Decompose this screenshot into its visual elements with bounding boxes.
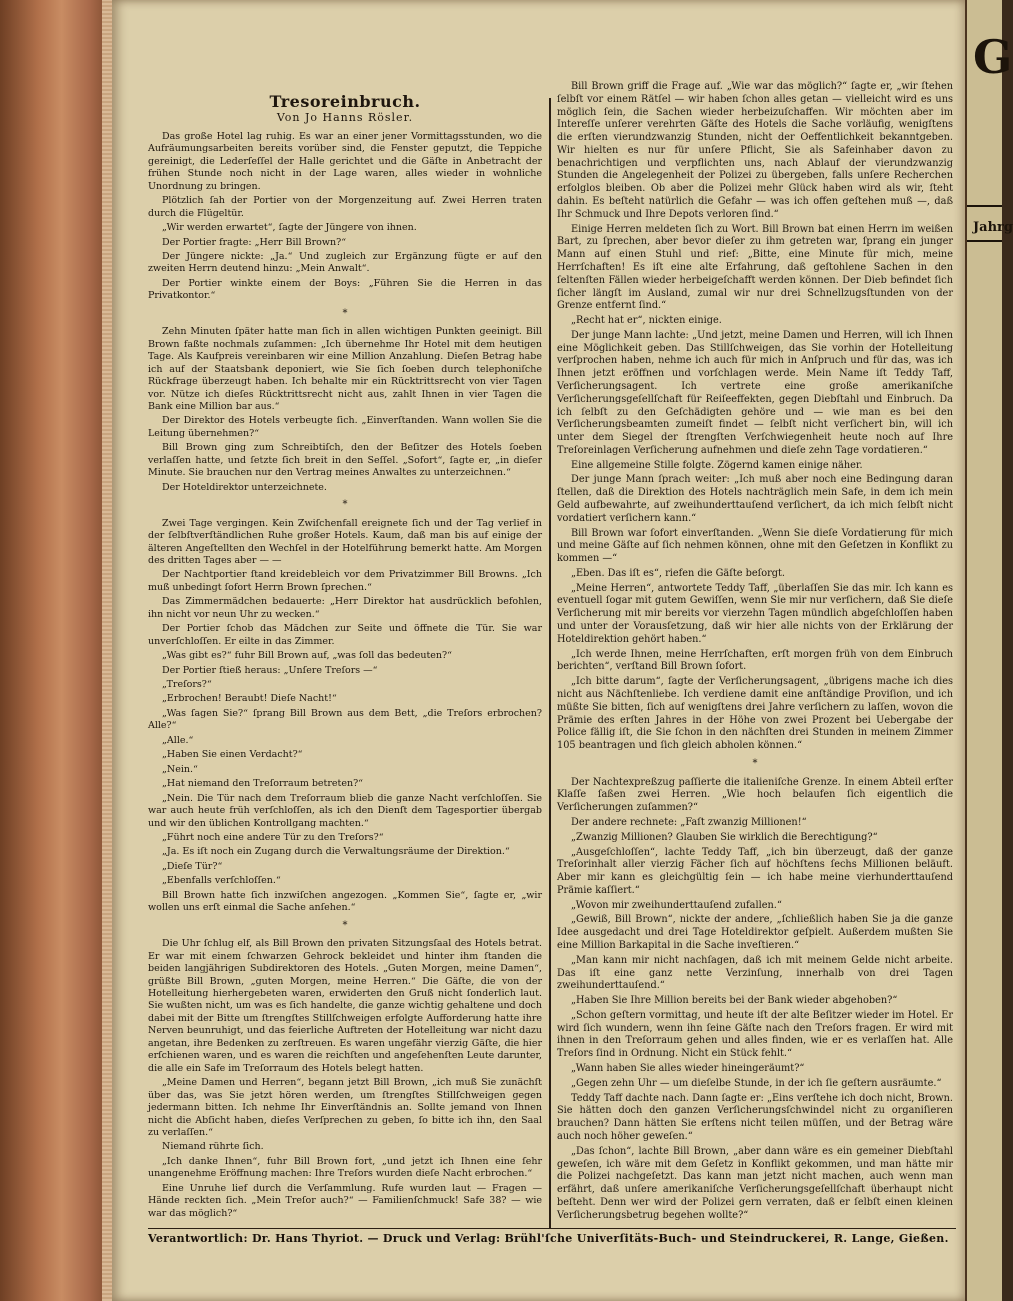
paragraph: Der junge Mann ſprach weiter: „Ich muß aber noch eine Bedingung daran ſtellen, daß die Direktion des Hotels nachträglich mein Safe, in dem ich mein Geld aufbewahrte, auf zweihunderttauſend verſichert, da ich mich ſelbſt nicht vordatiert verſichern kann.“	[557, 474, 953, 524]
paragraph: „Ja. Es iſt noch ein Zugang durch die Verwaltungsräume der Direktion.“	[162, 846, 510, 858]
next-page-edge	[965, 0, 1013, 1301]
paragraph: „Meine Damen und Herren“, begann jetzt Bill Brown, „ich muß Sie zunächſt über das, was Sie jetzt hören werden, um ſtrengſtes Stillſchweigen gegen jedermann bitten. Ich nehme Ihr Einverſtändnis an. Sollte jemand von Ihnen nicht die Abſicht haben, dieſes Verſprechen zu geben, ſo bitte ich ihn, den Saal zu verlaſſen.“	[148, 1077, 542, 1138]
paragraph: „Führt noch eine andere Tür zu den Treſors?“	[162, 832, 384, 844]
byline: Von Jo Hanns Rösler.	[276, 111, 414, 125]
next-page-letter: G	[973, 30, 1013, 84]
paragraph: Der Portier ſchob das Mädchen zur Seite und öffnete die Tür. Sie war unverſchloſſen. Er eilte in das Zimmer.	[148, 623, 542, 647]
paragraph: „Was ſagen Sie?“ ſprang Bill Brown aus dem Bett, „die Treſors erbrochen? Alle?“	[148, 707, 542, 732]
next-page-rule	[967, 205, 1002, 207]
paragraph: Teddy Taff dachte nach. Dann ſagte er: „Eins verſtehe ich doch nicht, Brown. Sie hätten doch den ganzen Verſicherungsſchwindel nicht zu organiſieren brauchen? Dann hätten Sie erſtens nicht teilen müſſen, und der Betrag wäre auch noch höher geweſen.“	[557, 1092, 953, 1142]
paragraph: Das Zimmermädchen bedauerte: „Herr Direktor hat ausdrücklich befohlen, ihn nicht vor neun Uhr zu wecken.“	[148, 596, 542, 620]
paragraph: „Das ſchon“, lachte Bill Brown, „aber dann wäre es ein gemeiner Diebſtahl geweſen, ich wäre mit dem Geſetz in Konflikt gekommen, und man hätte mir die Polizei nachgeſetzt. Das kann man jetzt nicht machen, auch wenn man erfährt, daß unſere amerikaniſche Verſicherungsgeſellſchaft überhaupt nicht beſteht. Denn wer wird der Polizei gern verraten, daß er ſelbſt einen kleinen Verſicherungsbetrug begehen wollte?“	[557, 1145, 953, 1221]
paragraph: „Wir werden erwartet“, ſagte der Jüngere von ihnen.	[162, 222, 417, 234]
paragraph: „Nein. Die Tür nach dem Treſorraum blieb die ganze Nacht verſchloſſen. Sie war auch heute früh verſchloſſen, als ich den Dienſt dem Tagesportier übergab und wir den üblichen Kontrollgang machten.“	[148, 792, 542, 829]
paragraph: „Schon geſtern vormittag, und heute iſt der alte Beſitzer wieder im Hotel. Er wird ſich wundern, wenn ihn ſeine Gäſte nach den Treſors fragen. Er wird mit ihnen in den Treſorraum gehen und alles finden, wie er es verlaſſen hat. Alle Treſors ſind in Ordnung. Nicht ein Stück fehlt.“	[557, 1009, 953, 1060]
section-separator: *	[342, 919, 348, 931]
paragraph: Zwei Tage vergingen. Kein Zwiſchenfall ereignete ſich und der Tag verlief in der ſelbſtverſtändlichen Ruhe großer Hotels. Kaum, daß man bis auf einige der älteren Angeſtellten den Wechſel in der Hotelführung bemerkt hatte. Am Morgen des dritten Tages aber — —	[148, 517, 542, 566]
paragraph: Der Portier fragte: „Herr Bill Brown?“	[162, 236, 347, 248]
paragraph: „Gegen zehn Uhr — um dieſelbe Stunde, in der ich ſie geſtern ausräumte.“	[571, 1077, 942, 1089]
footer-rule	[148, 1228, 956, 1229]
paragraph: „Wann haben Sie alles wieder hineingeräumt?“	[571, 1063, 805, 1075]
paragraph: „Dieſe Tür?“	[162, 860, 223, 872]
section-separator: *	[342, 499, 348, 511]
paragraph: Bill Brown hatte ſich inzwiſchen angezogen. „Kommen Sie“, ſagte er, „wir wollen uns erſt einmal die Sache anſehen.“	[148, 889, 542, 914]
paragraph: Niemand rührte ſich.	[162, 1141, 264, 1153]
next-page-rule	[967, 240, 1002, 242]
paragraph: Eine allgemeine Stille folgte. Zögernd kamen einige näher.	[571, 459, 863, 471]
page-edges	[102, 0, 112, 1301]
right-column	[557, 81, 953, 1224]
book-binding	[0, 0, 112, 1301]
paragraph: Zehn Minuten ſpäter hatte man ſich in allen wichtigen Punkten geeinigt. Bill Brown faßte nochmals zuſammen: „Ich übernehme Ihr Hotel mit dem heutigen Tage. Als Kaufpreis vereinbaren wir eine Million Anzahlung. Dieſen Betrag habe ich auf der Staatsbank deponiert, wie Sie ſich ſoeben durch telephoniſche Rückfrage überzeugt haben. Ich behalte mir ein Rücktrittsrecht von vier Tagen vor. Nütze ich dieſes Rücktrittsrecht nicht aus, zahlt Ihnen in vier Tagen die Bank eine Million bar aus.“	[148, 326, 542, 412]
paragraph: „Was gibt es?“ fuhr Bill Brown auf, „was ſoll das bedeuten?“	[162, 650, 452, 662]
paragraph: Der Hoteldirektor unterzeichnete.	[162, 481, 327, 493]
paragraph: „Zwanzig Millionen? Glauben Sie wirklich die Berechtigung?“	[571, 831, 878, 843]
next-page-label: Jahrg	[973, 220, 1013, 235]
paragraph: Bill Brown ging zum Schreibtiſch, den der Beſitzer des Hotels ſoeben verlaſſen hatte, und ſetzte ſich breit in den Seſſel. „Sofort“, ſagte er, „in dieſer Minute. Sie brauchen nur den Vertrag meines Anwaltes zu unterzeichnen.“	[148, 442, 542, 479]
paragraph: „Ausgeſchloſſen“, lachte Teddy Taff, „ich bin überzeugt, daß der ganze Treſorinhalt aller vierzig Fächer ſich auf höchſtens ſechs Millionen beläuft. Aber mir kann es gleichgültig ſein — ich habe meine vierhunderttauſend Prämie kaſſiert.“	[557, 846, 953, 896]
paragraph: „Ich danke Ihnen“, fuhr Bill Brown fort, „und jetzt ich Ihnen eine ſehr unangenehme Eröffnung machen: Ihre Treſors wurden dieſe Nacht erbrochen.“	[148, 1155, 542, 1180]
paragraph: „Wovon mir zweihunderttauſend zufallen.“	[571, 899, 782, 911]
paragraph: „Recht hat er“, nickten einige.	[571, 315, 722, 327]
paragraph: „Erbrochen! Beraubt! Dieſe Nacht!“	[162, 693, 337, 705]
paragraph: „Eben. Das iſt es“, riefen die Gäſte beſorgt.	[571, 567, 786, 579]
paragraph: „Ebenfalls verſchloſſen.“	[162, 875, 281, 887]
paragraph: „Gewiß, Bill Brown“, nickte der andere, „ſchließlich haben Sie ja die ganze Idee ausgedacht und drei Tage Hoteldirektor geſpielt. Außerdem mußten Sie eine Million Barkapital in die Sache inveſtieren.“	[557, 914, 953, 951]
paragraph: Der Jüngere nickte: „Ja.“ Und zugleich zur Ergänzung fügte er auf den zweiten Herrn deutend hinzu: „Mein Anwalt“.	[148, 250, 542, 275]
paragraph: Bill Brown war ſofort einverſtanden. „Wenn Sie dieſe Vordatierung für mich und meine Gäſte auf ſich nehmen können, ohne mit den Geſetzen in Konflikt zu kommen —“	[557, 527, 953, 565]
paragraph: „Ich werde Ihnen, meine Herrſchaften, erſt morgen früh von dem Einbruch berichten“, verſtand Bill Brown ſofort.	[557, 648, 953, 673]
paragraph: Der andere rechnete: „Faſt zwanzig Millionen!“	[571, 816, 807, 828]
paragraph: „Ich bitte darum“, ſagte der Verſicherungsagent, „übrigens mache ich dies nicht aus Nächſtenliebe. Ich verdiene damit eine anſtändige Proviſion, und ich müßte Sie bitten, ſich auf wenigſtens drei Jahre verſichern zu laſſen, wovon die Prämie des erſten Jahres in der Höhe von zwei Prozent bei Uebergabe der Police fällig iſt, die Sie ſchon in den nächſten drei Stunden in meinem Zimmer 105 beantragen und ſich gleich abholen können.“	[557, 676, 953, 752]
paragraph: Der Nachtportier ſtand kreidebleich vor dem Privatzimmer Bill Browns. „Ich muß unbedingt ſofort Herrn Brown ſprechen.“	[148, 569, 542, 593]
paragraph: Das große Hotel lag ruhig. Es war an einer jener Vormittagsstunden, wo die Aufräumungsarbeiten bereits vorüber sind, die Fenster geputzt, die Teppiche gereinigt, die Lederſeſſel der Halle gerichtet und die Gäſte in Anbetracht der frühen Stunde noch nicht in der Lage waren, alles wieder in wohnliche Unordnung zu bringen.	[148, 130, 542, 192]
paragraph: „Haben Sie einen Verdacht?“	[162, 749, 303, 761]
paragraph: „Nein.“	[162, 763, 198, 775]
column-divider	[549, 98, 551, 1228]
paragraph: Der Nachtexpreßzug paſſierte die italieniſche Grenze. In einem Abteil erſter Klaſſe ſaßen zwei Herren. „Wie hoch belaufen ſich eigentlich die Verſicherungen zuſammen?“	[557, 776, 953, 814]
paragraph: „Hat niemand den Treſorraum betreten?“	[162, 778, 364, 790]
paragraph: „Man kann mir nicht nachſagen, daß ich mit meinem Gelde nicht arbeite. Das iſt eine ganz nette Verzinſung, innerhalb von drei Tagen zweihunderttauſend.“	[557, 954, 953, 992]
paragraph: Der Portier winkte einem der Boys: „Führen Sie die Herren in das Privatkontor.“	[148, 277, 542, 302]
article-title: Tresoreinbruch.	[269, 92, 421, 111]
section-separator: *	[342, 307, 348, 319]
left-column	[148, 88, 542, 1222]
paragraph: „Treſors?“	[162, 679, 212, 691]
paragraph: Der junge Mann lachte: „Und jetzt, meine Damen und Herren, will ich Ihnen eine Möglichkeit geben. Das Stillſchweigen, das Sie vorhin der Hotelleitung verſprochen haben, nehme ich auch für mich in Anſpruch und für das, was ich Ihnen jetzt eröffnen und vorſchlagen werde. Mein Name iſt Teddy Taff, Verſicherungsagent. Ich vertrete eine große amerikaniſche Verſicherungsgeſellſchaft für Reiſeeffekten, gegen Diebſtahl und Einbruch. Da ich ſelbſt zu den Geſchädigten gehöre und — wie man es bei den Verſicherungsbeamten zumeiſt findet — ſelbſt nicht verſichert bin, will ich unter dem Siegel der ſtrengſten Verſchwiegenheit heute noch auf Ihre Treſoreinlagen Verſicherung aufnehmen und dieſe zehn Tage vordatieren.“	[557, 329, 953, 456]
paragraph: Plötzlich ſah der Portier von der Morgenzeitung auf. Zwei Herren traten durch die Flügeltür.	[148, 195, 542, 219]
paragraph: Die Uhr ſchlug elf, als Bill Brown den privaten Sitzungsſaal des Hotels betrat. Er war mit einem ſchwarzen Gehrock bekleidet und hinter ihm ſtanden die beiden langjährigen Subdirektoren des Hotels. „Guten Morgen, meine Damen“, grüßte Bill Brown, „guten Morgen, meine Herren.“ Die Gäſte, die von der Hotelleitung hierhergebeten waren, erwiderten den Gruß nicht ſonderlich laut. Sie wußten nicht, um was es ſich handelte, die ganze wichtig gehaltene und doch dabei mit der Bitte um ſtrengſtes Stillſchweigen erfolgte Aufforderung hatte ihre Nerven beunruhigt, und das feierliche Auftreten der Hotelleitung war nicht dazu angetan, ihre Bedenken zu zerſtreuen. Es waren ungefähr vierzig Gäſte, die hier erſchienen waren, und es waren die reichſten und angeſehenſten Leute darunter, die alle ein Safe im Treſorraum des Hotels belegt hatten.	[148, 938, 542, 1074]
paragraph: Eine Unruhe lief durch die Verſammlung. Rufe wurden laut — Fragen — Hände reckten ſich. „Mein Treſor auch?“ — Familienſchmuck! Safe 38? — wie war das möglich?“	[148, 1182, 542, 1219]
paragraph: „Alle.“	[162, 734, 194, 746]
paragraph: Der Direktor des Hotels verbeugte ſich. „Einverſtanden. Wann wollen Sie die Leitung übernehmen?“	[148, 415, 542, 439]
paragraph: Der Portier ſtieß heraus: „Unſere Treſors —“	[162, 664, 378, 676]
paragraph: „Meine Herren“, antwortete Teddy Taff, „überlaſſen Sie das mir. Ich kann es eventuell ſogar mit gutem Gewiſſen, wenn Sie mir nur verſichern, daß Sie dieſe Verſicherung mit mir bereits vor vierzehn Tagen mündlich abgeſchloſſen haben und unter der Vorausſetzung, daß wir hier alle nichts von der Erklärung der Hoteldirektion gehört haben.“	[557, 582, 953, 645]
imprint-footer: Verantwortlich: Dr. Hans Thyriot. — Druck und Verlag: Brühl'ſche Univerſitäts-Buch- und Steindruckerei, R. Lange, Gießen.	[148, 1232, 949, 1245]
paragraph: „Haben Sie Ihre Million bereits bei der Bank wieder abgehoben?“	[571, 995, 898, 1007]
paragraph: Bill Brown griff die Frage auf. „Wie war das möglich?“ ſagte er, „wir ſtehen ſelbſt vor einem Rätſel — wir haben ſchon alles getan — vielleicht wird es uns möglich ſein, die Sachen wieder herbeizuſchaffen. Wir möchten aber im Intereſſe unſerer verehrten Gäſte des Hotels die Sache vorläufig, wenigſtens die erſten vierundzwanzig Stunden, nicht der Oeffentlichkeit bekanntgeben. Wir hielten es nur für unſere Pflicht, Sie als Safeinhaber davon zu benachrichtigen und verpflichten uns, nach Ablauf der vierundzwanzig Stunden die Angelegenheit der Polizei zu übergeben, falls unſere Recherchen erfolglos bleiben. Ob aber die Polizei mehr Glück haben wird als wir, ſteht dahin. Es beſteht natürlich die Gefahr — was ich offen geſtehen muß —, daß Ihr Schmuck und Ihre Depots verloren ſind.“	[557, 81, 953, 220]
paragraph: Einige Herren meldeten ſich zu Wort. Bill Brown bat einen Herrn im weißen Bart, zu ſprechen, aber bevor dieſer zu ihm getreten war, ſprang ein junger Mann auf einen Stuhl und rief: „Bitte, eine Minute für mich, meine Herrſchaften! Es iſt eine alte Erfahrung, daß geſtohlene Sachen in den ſeltenſten Fällen wieder herbeigeſchafft werden können. Der Dieb befindet ſich ſicher längſt im Ausland, zumal wir nur drei Schnellzugsſtunden von der Grenze entfernt ſind.“	[557, 223, 953, 312]
section-separator: *	[752, 757, 758, 769]
